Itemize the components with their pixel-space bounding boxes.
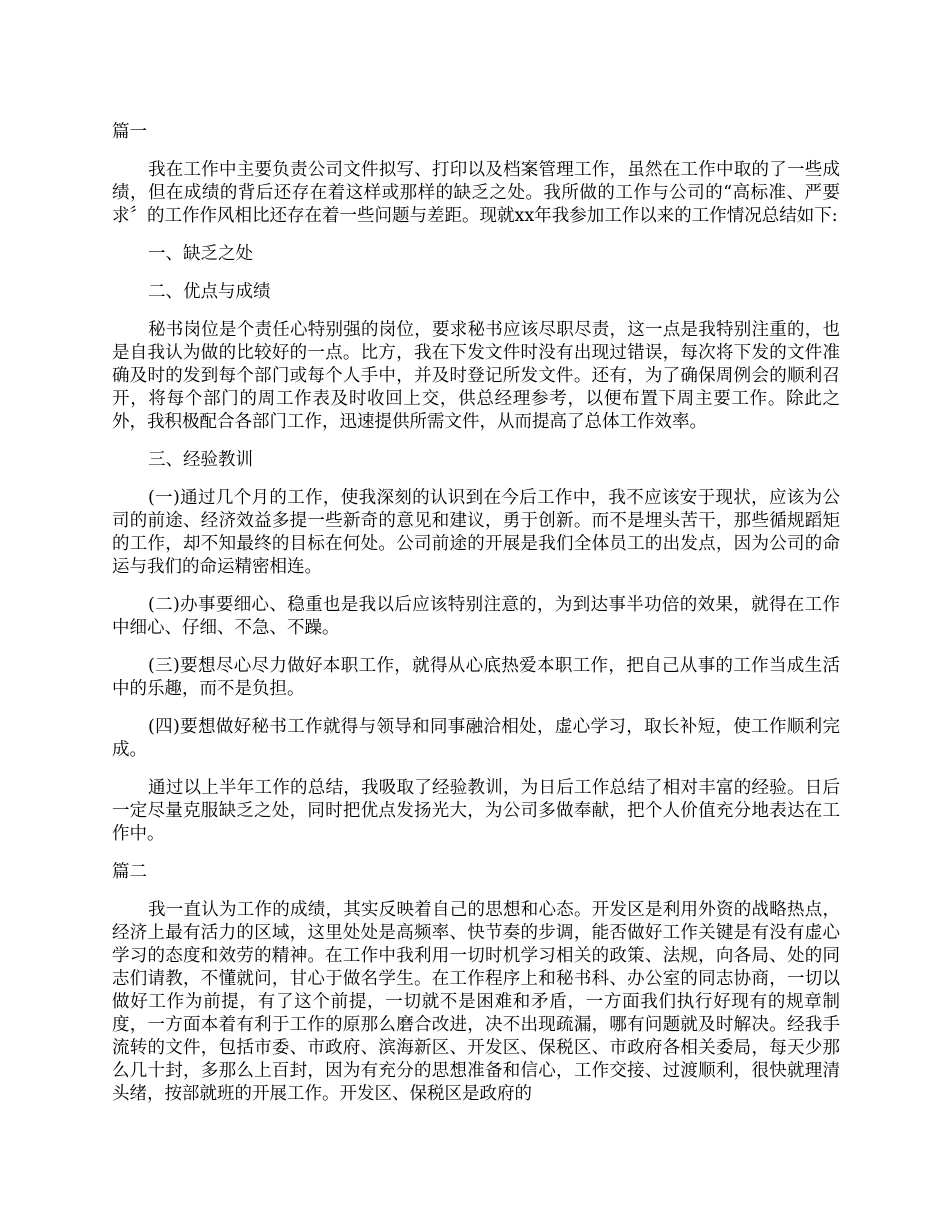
paragraph-section2-body: 我一直认为工作的成绩，其实反映着自己的思想和心态。开发区是利用外资的战略热点，经济上最有活力的区域，这里处处是高频率、快节奏的步调，能否做好工作关键是有没有虚心学习的态度和效劳的精神。在工作中我利用一切时机学习相关的政策、法规，向各局、处的同志们请教，不懂就问，甘心于做名学生。在工作程序上和秘书科、办公室的同志协商，一切以做好工作为前提，有了这个前提，一切就不是困难和矛盾，一方面我们执行好现有的规章制度，一方面本着有利于工作的原那么磨合改进，决不出现疏漏，哪有问题就及时解决。经我手流转的文件，包括市委、市政府、滨海新区、开发区、保税区、市政府各相关委局，每天少那么几十封，多那么上百封，因为有充分的思想准备和信心，工作交接、过渡顺利，很快就理清头绪，按部就班的开展工作。开发区、保税区是政府的 [112,900,840,1104]
subheading-strengths: 二、优点与成绩 [148,282,271,302]
paragraph-lesson-2: (二)办事要细心、稳重也是我以后应该特别注意的，为到达事半功倍的效果，就得在工作中细心、仔细、不急、不躁。 [112,595,840,638]
subheading-shortcomings: 一、缺乏之处 [148,244,253,264]
document-body [112,121,840,1121]
paragraph-strengths: 秘书岗位是个责任心特别强的岗位，要求秘书应该尽职尽责，这一点是我特别注重的，也是自我认为做的比较好的一点。比方，我在下发文件时没有出现过错误，每次将下发的文件准确及时的发到每个部门或每个人手中，并及时登记所发文件。还有，为了确保周例会的顺利召开，将每个部门的周工作表及时收回上交，供总经理参考，以便布置下周主要工作。除此之外，我积极配合各部门工作，迅速提供所需文件，从而提高了总体工作效率。 [112,320,840,432]
paragraph-conclusion: 通过以上半年工作的总结，我吸取了经验教训，为日后工作总结了相对丰富的经验。日后一定尽量克服缺乏之处，同时把优点发扬光大，为公司多做奉献，把个人价值充分地表达在工作中。 [112,778,840,844]
subheading-lessons: 三、经验教训 [148,450,253,470]
paragraph-lesson-1: (一)通过几个月的工作，使我深刻的认识到在今后工作中，我不应该安于现状，应该为公司的前途、经济效益多提一些新奇的意见和建议，勇于创新。而不是埋头苦干，那些循规蹈矩的工作，却不知最终的目标在何处。公司前途的开展是我们全体员工的出发点，因为公司的命运与我们的命运精密相连。 [112,488,840,577]
paragraph-intro: 我在工作中主要负责公司文件拟写、打印以及档案管理工作，虽然在工作中取的了一些成绩，但在成绩的背后还存在着这样或那样的缺乏之处。我所做的工作与公司的“高标准、严要求〞的工作作风相比还存在着一些问题与差距。现就xx年我参加工作以来的工作情况总结如下: [112,160,840,226]
section-heading-1: 篇一 [112,122,147,142]
paragraph-lesson-3: (三)要想尽心尽力做好本职工作，就得从心底热爱本职工作，把自己从事的工作当成生活中的乐趣，而不是负担。 [112,656,840,699]
paragraph-lesson-4: (四)要想做好秘书工作就得与领导和同事融洽相处，虚心学习，取长补短，使工作顺利完成。 [112,717,840,760]
section-heading-2: 篇二 [112,862,147,882]
